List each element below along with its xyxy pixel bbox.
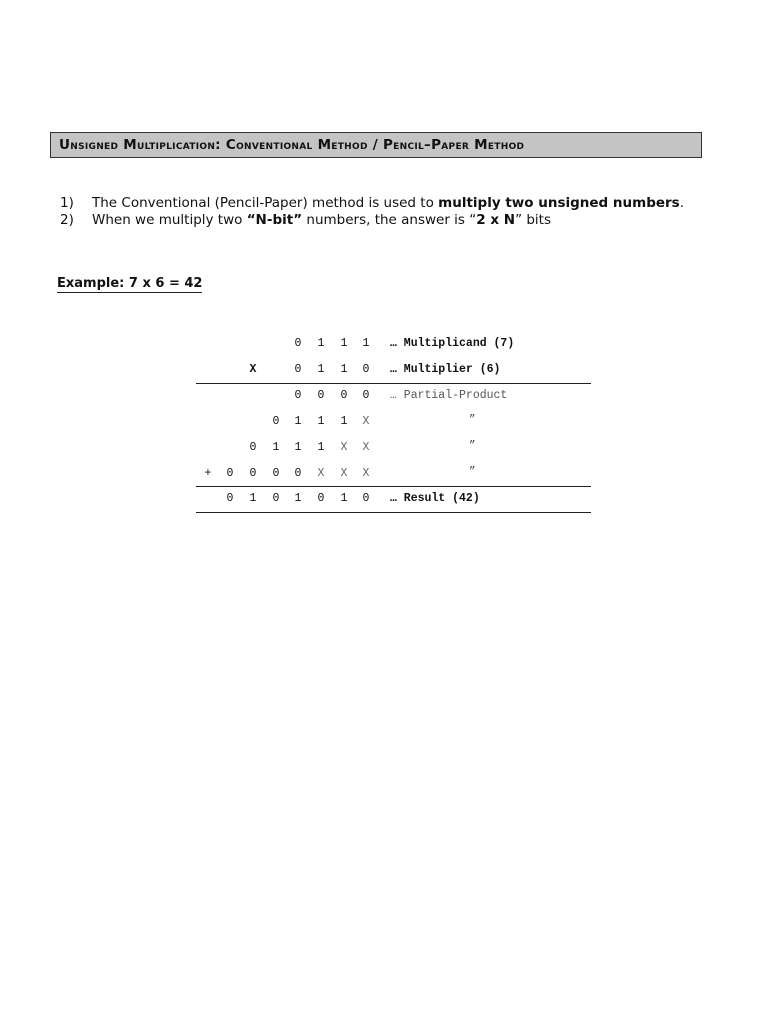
digit-cell: X bbox=[362, 415, 370, 428]
plus-sign: + bbox=[204, 467, 212, 480]
digit-cell: 0 bbox=[294, 389, 302, 402]
row-description: … Multiplier (6) bbox=[390, 363, 501, 376]
digit-cell: 1 bbox=[340, 363, 348, 376]
digit-cell: 0 bbox=[317, 492, 325, 505]
example-heading: Example: 7 x 6 = 42 bbox=[57, 276, 203, 291]
digit-cell: X bbox=[317, 467, 325, 480]
digit-cell: 0 bbox=[362, 389, 370, 402]
digit-cell: 1 bbox=[317, 415, 325, 428]
digit-cell: 1 bbox=[272, 441, 280, 454]
digit-cell: 1 bbox=[294, 492, 302, 505]
intro-item-number: 2) bbox=[60, 212, 74, 228]
row-description: … Multiplicand (7) bbox=[390, 337, 515, 350]
intro-item-text: The Conventional (Pencil-Paper) method is used to multiply two unsigned numbers. bbox=[92, 195, 685, 211]
row-description: … Partial-Product bbox=[390, 389, 508, 402]
digit-cell: 0 bbox=[362, 363, 370, 376]
digit-cell: 0 bbox=[226, 467, 234, 480]
digit-cell: 0 bbox=[362, 492, 370, 505]
ditto-mark: ” bbox=[469, 466, 476, 478]
digit-cell: 1 bbox=[294, 441, 302, 454]
digit-cell: X bbox=[340, 467, 348, 480]
result-underline bbox=[196, 512, 591, 513]
digit-cell: 0 bbox=[340, 389, 348, 402]
digit-cell: 1 bbox=[249, 492, 257, 505]
digit-cell: X bbox=[362, 441, 370, 454]
digit-cell: X bbox=[340, 441, 348, 454]
digit-cell: 0 bbox=[249, 441, 257, 454]
ditto-mark: ” bbox=[469, 440, 476, 452]
digit-cell: 1 bbox=[317, 337, 325, 350]
digit-cell: 1 bbox=[362, 337, 370, 350]
digit-cell: 1 bbox=[340, 492, 348, 505]
digit-cell: 1 bbox=[340, 415, 348, 428]
digit-cell: 0 bbox=[294, 467, 302, 480]
digit-cell: 1 bbox=[294, 415, 302, 428]
digit-cell: 1 bbox=[317, 363, 325, 376]
row-description: … Result (42) bbox=[390, 492, 480, 505]
digit-cell: 0 bbox=[226, 492, 234, 505]
multiplier-underline bbox=[196, 383, 591, 384]
intro-item-text: When we multiply two “N-bit” numbers, the answer is “2 x N” bits bbox=[92, 212, 552, 228]
digit-cell: 1 bbox=[340, 337, 348, 350]
digit-cell: 1 bbox=[317, 441, 325, 454]
section-title: Unsigned Multiplication: Conventional Method / Pencil–Paper Method bbox=[50, 132, 702, 158]
sum-line bbox=[196, 486, 591, 487]
digit-cell: 0 bbox=[317, 389, 325, 402]
digit-cell: X bbox=[362, 467, 370, 480]
digit-cell: 0 bbox=[272, 492, 280, 505]
digit-cell: 0 bbox=[249, 467, 257, 480]
digit-cell: 0 bbox=[272, 415, 280, 428]
ditto-mark: ” bbox=[469, 414, 476, 426]
multiply-sign: X bbox=[249, 363, 257, 376]
digit-cell: 0 bbox=[294, 337, 302, 350]
digit-cell: 0 bbox=[272, 467, 280, 480]
digit-cell: 0 bbox=[294, 363, 302, 376]
intro-item-number: 1) bbox=[60, 195, 74, 211]
